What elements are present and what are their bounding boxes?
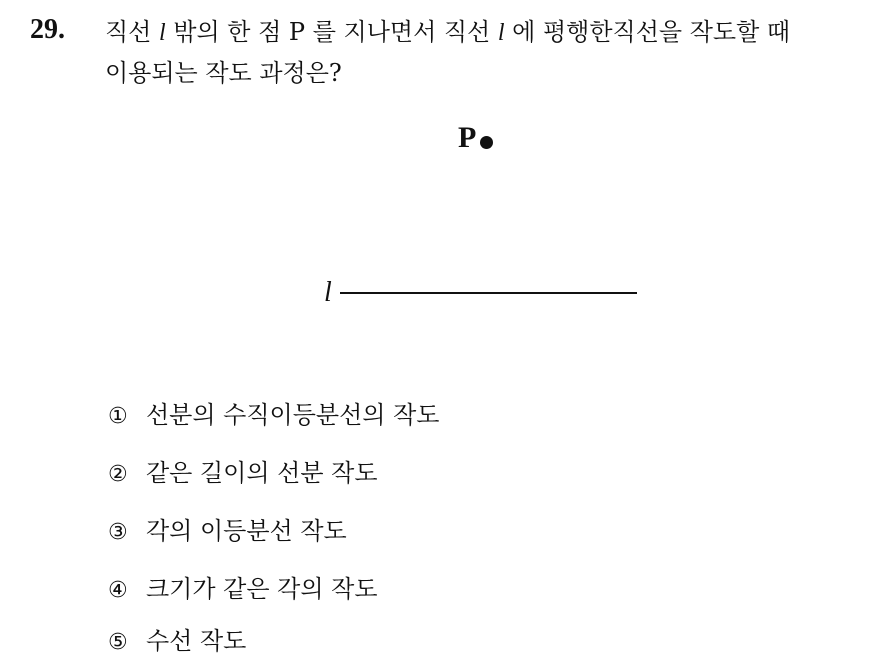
- line-variable: l: [497, 20, 505, 46]
- choice-1-text: 선분의 수직이등분선의 작도: [146, 401, 440, 429]
- line-l-segment: [340, 292, 637, 294]
- line-variable: l: [159, 20, 166, 46]
- choice-2[interactable]: [108, 453, 378, 495]
- question-text-part: 밖의 한 점 P 를 지나면서 직선: [165, 18, 498, 46]
- choice-3-mark: ③: [108, 520, 128, 545]
- choice-1[interactable]: [108, 395, 439, 437]
- question-text-part: 직선: [105, 18, 159, 46]
- choice-4-mark: ④: [108, 578, 128, 603]
- choice-5-text: 수선 작도: [146, 627, 247, 655]
- line-l-label: l: [324, 277, 332, 308]
- choice-4-text: 크기가 같은 각의 작도: [146, 575, 378, 603]
- question-text-line-1: [105, 12, 875, 53]
- choice-4[interactable]: [108, 569, 378, 611]
- choice-1-mark: ①: [108, 404, 128, 429]
- question-number: 29.: [30, 14, 65, 45]
- choice-5-mark: ⑤: [108, 630, 128, 655]
- question-text: [105, 12, 875, 93]
- choice-3[interactable]: [108, 511, 347, 553]
- question-text-line-2: 이용되는 작도 과정은?: [105, 59, 342, 87]
- choice-2-text: 같은 길이의 선분 작도: [146, 459, 378, 487]
- choice-3-text: 각의 이등분선 작도: [146, 517, 347, 545]
- choice-2-mark: ②: [108, 462, 128, 487]
- point-p-label: P: [458, 121, 477, 154]
- point-p-dot: [480, 136, 493, 149]
- question-text-part: 에 평행한직선을 작도할 때: [504, 18, 791, 46]
